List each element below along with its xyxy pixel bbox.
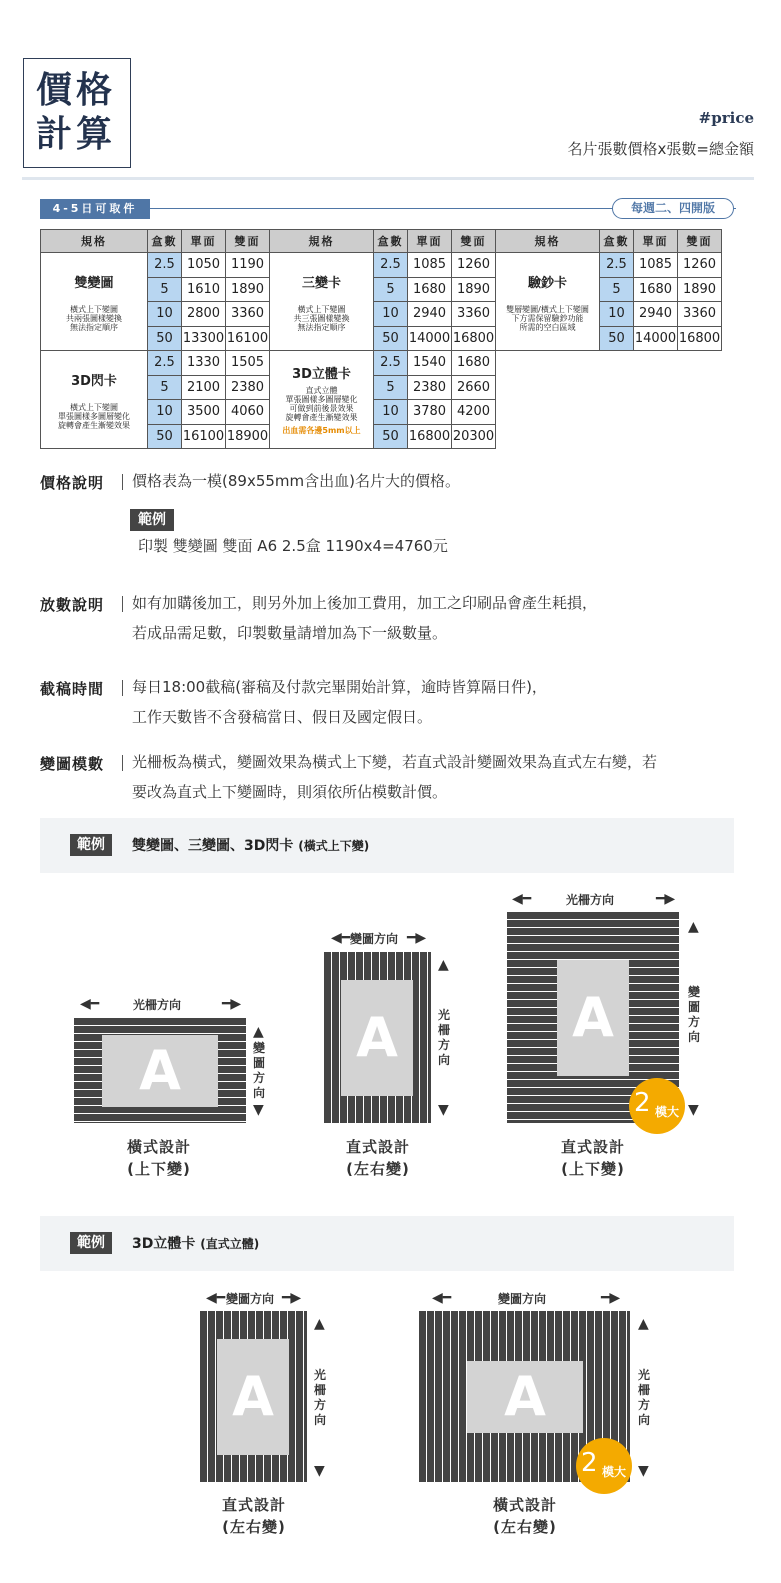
- example2-caption-main: 3D立體卡: [132, 1236, 196, 1252]
- qty-cell: 50: [148, 424, 182, 449]
- price-cell: 16800: [452, 326, 496, 351]
- price-cell: 1085: [634, 253, 678, 278]
- price-cell: 4060: [226, 400, 270, 425]
- diagram-caption-line2: (左右變): [222, 1518, 286, 1536]
- arrow-right-icon: ━▶: [222, 996, 242, 1012]
- price-cell: 3500: [182, 400, 226, 425]
- example1-caption-main: 雙變圖、三變圖、3D閃卡: [132, 838, 294, 854]
- price-cell: 14000: [634, 326, 678, 351]
- price-cell: 1890: [452, 277, 496, 302]
- mode-line2: 要改為直式上下變圖時，則須依所佔模數計價。: [132, 783, 448, 801]
- grating-direction-label: 光柵方向: [566, 893, 615, 907]
- price-cell: 14000: [408, 326, 452, 351]
- qty-cell: 5: [148, 375, 182, 400]
- qty-cell: 2.5: [148, 253, 182, 278]
- header-boxes: 盒數: [600, 230, 634, 253]
- price-cell: 2940: [634, 302, 678, 327]
- product-name: 3D立體卡: [292, 366, 351, 382]
- diagram-caption-line1: 直式設計: [221, 1496, 286, 1514]
- badge-text: 模大: [602, 1465, 627, 1479]
- arrow-up-icon: ▲: [438, 957, 449, 973]
- arrow-left-icon: ◀━: [512, 891, 532, 907]
- qty-cell: 50: [600, 326, 634, 351]
- arrow-up-icon: ▲: [638, 1316, 649, 1332]
- header-double: 雙面: [226, 230, 270, 253]
- product-desc: 橫式上下變圖: [297, 304, 346, 314]
- arrow-up-icon: ▲: [688, 919, 699, 935]
- change-direction-label: 變圖方向: [350, 932, 399, 946]
- arrow-up-icon: ▲: [253, 1024, 264, 1040]
- price-cell: 1085: [408, 253, 452, 278]
- grating-direction-label: 光柵方向: [437, 1008, 450, 1067]
- header-single: 單面: [182, 230, 226, 253]
- arrow-left-icon: ◀━: [331, 930, 351, 946]
- price-cell: 2660: [452, 375, 496, 400]
- bleed-line2: 若成品需足數，印製數量請增加為下一級數量。: [132, 624, 448, 642]
- example1-tag: 範例: [70, 834, 112, 856]
- price-cell: 20300: [452, 424, 496, 449]
- table-row: [41, 351, 722, 376]
- price-cell: 1540: [408, 351, 452, 376]
- qty-cell: 5: [374, 277, 408, 302]
- price-cell: 2380: [226, 375, 270, 400]
- arrow-right-icon: ━▶: [656, 891, 676, 907]
- product-desc: 所需的空白區域: [519, 322, 576, 332]
- diagram-caption-line1: 直式設計: [345, 1138, 410, 1156]
- qty-cell: 2.5: [374, 351, 408, 376]
- diagram-caption: [194, 1494, 314, 1538]
- product-name: 3D閃卡: [71, 373, 117, 389]
- print-days-pill: 每週二、四開版: [612, 198, 734, 219]
- qty-cell: 2.5: [600, 253, 634, 278]
- arrow-down-icon: ▼: [314, 1463, 325, 1479]
- price-cell: 1680: [452, 351, 496, 376]
- price-note-label: 價格說明: [40, 474, 105, 492]
- price-cell: 18900: [226, 424, 270, 449]
- product-desc: 可做到前後景效果: [289, 403, 354, 413]
- product-desc: 橫式上下變圖: [70, 304, 118, 314]
- example1-caption: [132, 835, 369, 855]
- price-cell: 1330: [182, 351, 226, 376]
- qty-cell: 2.5: [374, 253, 408, 278]
- bleed-line1: 如有加購後加工，則另外加上後加工費用，加工之印刷品會產生耗損，: [132, 594, 598, 612]
- qty-cell: 5: [148, 277, 182, 302]
- badge-text: 模大: [655, 1105, 680, 1119]
- qty-cell: 10: [374, 302, 408, 327]
- diagram-caption-line2: (左右變): [346, 1160, 410, 1178]
- diagram-caption-line1: 直式設計: [560, 1138, 625, 1156]
- diagram-caption-line1: 橫式設計: [492, 1496, 557, 1514]
- bleed-warning: 出血需各邊5mm以上: [282, 425, 361, 435]
- product-desc: 共三張圖樣變換: [293, 313, 350, 323]
- two-module-badge: [629, 1078, 685, 1134]
- page-title-line2: 計算: [36, 114, 117, 155]
- label-divider: [122, 596, 123, 612]
- price-cell: 1610: [182, 277, 226, 302]
- product-desc: 直式立體: [305, 385, 338, 395]
- table-empty-area: [496, 351, 722, 449]
- qty-cell: 10: [148, 400, 182, 425]
- header-spec: 規格: [270, 230, 374, 253]
- mode-label: 變圖模數: [40, 755, 105, 773]
- price-cell: 1190: [226, 253, 270, 278]
- page-title-line1: 價格: [36, 70, 117, 111]
- product-desc: 雙層變圖/橫式上下變圖: [506, 304, 589, 314]
- qty-cell: 5: [374, 375, 408, 400]
- grating-direction-label: 光柵方向: [637, 1368, 650, 1427]
- header-spec: 規格: [496, 230, 600, 253]
- badge-number: 2: [581, 1448, 598, 1478]
- arrow-down-icon: ▼: [638, 1463, 649, 1479]
- price-cell: 2800: [182, 302, 226, 327]
- example1-banner: [40, 818, 734, 873]
- table-row: [41, 253, 722, 278]
- mode-line1: 光柵板為橫式，變圖效果為橫式上下變，若直式設計變圖效果為直式左右變，若: [132, 753, 658, 771]
- price-cell: 1505: [226, 351, 270, 376]
- diagram-caption-line2: (上下變): [561, 1160, 625, 1178]
- header-single: 單面: [408, 230, 452, 253]
- example2-caption: [132, 1233, 259, 1253]
- diagram-caption: [465, 1494, 585, 1538]
- deadline-line2: 工作天數皆不含發稿當日、假日及國定假日。: [132, 708, 433, 726]
- product-desc: 旋轉會產生漸變效果: [58, 420, 130, 430]
- product-3d-stereo: [270, 351, 374, 449]
- price-cell: 13300: [182, 326, 226, 351]
- label-divider: [122, 680, 123, 696]
- design-letter: A: [341, 980, 413, 1096]
- product-3d-flash: [41, 351, 148, 449]
- product-desc: 下方需保留驗鈔功能: [511, 313, 584, 323]
- header-double: 雙面: [452, 230, 496, 253]
- price-cell: 2380: [408, 375, 452, 400]
- header-double: 雙面: [678, 230, 722, 253]
- price-cell: 4200: [452, 400, 496, 425]
- arrow-right-icon: ━▶: [601, 1290, 621, 1306]
- change-direction-label: 變圖方向: [226, 1292, 275, 1306]
- price-cell: 16800: [678, 326, 722, 351]
- header-single: 單面: [634, 230, 678, 253]
- price-cell: 16100: [226, 326, 270, 351]
- price-cell: 1890: [678, 277, 722, 302]
- product-name: 雙變圖: [74, 275, 114, 291]
- price-cell: 3360: [678, 302, 722, 327]
- product-desc: 無法指定順序: [297, 322, 346, 332]
- qty-cell: 50: [374, 326, 408, 351]
- price-cell: 16800: [408, 424, 452, 449]
- arrow-left-icon: ◀━: [432, 1290, 452, 1306]
- bleed-label: 放數說明: [40, 596, 105, 614]
- qty-cell: 50: [148, 326, 182, 351]
- product-desc: 共兩張圖樣變換: [66, 313, 122, 323]
- diagram-caption: [533, 1136, 653, 1180]
- arrow-left-icon: ◀━: [80, 996, 100, 1012]
- product-double-change: [41, 253, 148, 351]
- arrow-down-icon: ▼: [688, 1102, 699, 1118]
- header-divider: [22, 177, 754, 180]
- price-cell: 1890: [226, 277, 270, 302]
- price-table: [40, 229, 722, 449]
- product-name: 三變卡: [301, 275, 341, 291]
- example-tag: 範例: [130, 509, 174, 531]
- grating-direction-label: 光柵方向: [313, 1368, 326, 1427]
- example1-caption-small: (橫式上下變): [298, 839, 370, 853]
- price-cell: 2100: [182, 375, 226, 400]
- change-direction-label: 變圖方向: [252, 1041, 265, 1100]
- deadline-line1: 每日18:00截稿(審稿及付款完畢開始計算，逾時皆算隔日件)，: [132, 678, 547, 696]
- arrow-right-icon: ━▶: [282, 1290, 302, 1306]
- diagram-caption-line2: (上下變): [127, 1160, 191, 1178]
- header-boxes: 盒數: [148, 230, 182, 253]
- product-money-check: [496, 253, 600, 351]
- product-desc: 單張圖樣多圖層變化: [58, 411, 130, 421]
- lenticular-card-horizontal: [74, 1018, 246, 1123]
- change-direction-label: 變圖方向: [498, 1292, 547, 1306]
- deadline-label: 截稿時間: [40, 680, 105, 698]
- price-formula: 名片張數價格x張數=總金額: [567, 140, 754, 158]
- change-direction-label: 變圖方向: [687, 985, 700, 1044]
- arrow-up-icon: ▲: [314, 1316, 325, 1332]
- price-cell: 3360: [452, 302, 496, 327]
- qty-cell: 5: [600, 277, 634, 302]
- design-letter: A: [217, 1339, 289, 1455]
- product-desc: 旋轉會產生漸變效果: [285, 412, 358, 422]
- table-header-row: [41, 230, 722, 253]
- example2-tag: 範例: [70, 1232, 112, 1254]
- price-cell: 2940: [408, 302, 452, 327]
- arrow-left-icon: ◀━: [206, 1290, 226, 1306]
- example2-banner: [40, 1216, 734, 1271]
- design-letter: A: [467, 1361, 583, 1433]
- example2-caption-small: (直式立體): [200, 1237, 260, 1251]
- section-tag: #price: [698, 109, 754, 127]
- product-desc: 單張圖樣多圖層變化: [285, 394, 358, 404]
- diagram-caption: [318, 1136, 438, 1180]
- label-divider: [122, 474, 123, 490]
- design-letter: A: [557, 960, 629, 1076]
- grating-direction-label: 光柵方向: [133, 998, 182, 1012]
- two-module-badge: [576, 1438, 632, 1494]
- product-desc: 橫式上下變圖: [70, 402, 118, 412]
- price-cell: 3780: [408, 400, 452, 425]
- lenticular-card-vertical: [200, 1311, 307, 1482]
- product-name: 驗鈔卡: [527, 275, 567, 291]
- arrow-right-icon: ━▶: [407, 930, 427, 946]
- header-spec: 規格: [41, 230, 148, 253]
- price-cell: 1050: [182, 253, 226, 278]
- lenticular-card-vertical: [324, 952, 431, 1123]
- qty-cell: 10: [374, 400, 408, 425]
- qty-cell: 50: [374, 424, 408, 449]
- design-letter: A: [102, 1035, 218, 1107]
- price-note-text: 價格表為一模(89x55mm含出血)名片大的價格。: [132, 472, 460, 490]
- product-triple-change: [270, 253, 374, 351]
- example-text: 印製 雙變圖 雙面 A6 2.5盒 1190x4=4760元: [138, 537, 448, 555]
- badge-number: 2: [634, 1088, 651, 1118]
- price-cell: 3360: [226, 302, 270, 327]
- pickup-label: 4-5日可取件: [40, 199, 150, 219]
- arrow-down-icon: ▼: [253, 1102, 264, 1118]
- page-title-box: [23, 58, 131, 168]
- qty-cell: 10: [148, 302, 182, 327]
- qty-cell: 10: [600, 302, 634, 327]
- price-cell: 1680: [408, 277, 452, 302]
- label-divider: [122, 755, 123, 771]
- product-desc: 無法指定順序: [70, 322, 118, 332]
- price-cell: 1260: [452, 253, 496, 278]
- diagram-caption: [99, 1136, 219, 1180]
- diagram-caption-line1: 橫式設計: [126, 1138, 191, 1156]
- diagram-caption-line2: (左右變): [493, 1518, 557, 1536]
- qty-cell: 2.5: [148, 351, 182, 376]
- price-cell: 1260: [678, 253, 722, 278]
- price-cell: 1680: [634, 277, 678, 302]
- price-cell: 16100: [182, 424, 226, 449]
- arrow-down-icon: ▼: [438, 1102, 449, 1118]
- header-boxes: 盒數: [374, 230, 408, 253]
